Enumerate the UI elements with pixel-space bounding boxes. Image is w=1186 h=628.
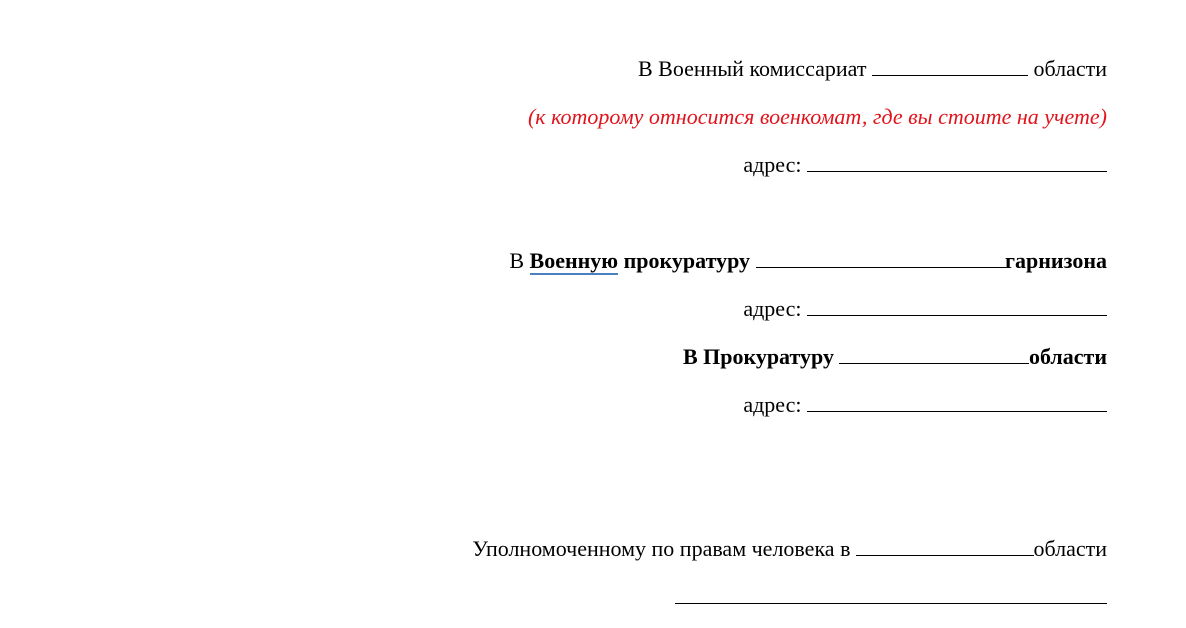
commissariat-region-blank[interactable] xyxy=(872,57,1028,76)
prosecutor-address-label: адрес: xyxy=(743,392,802,417)
ombudsman-line xyxy=(472,536,1107,562)
prosecutor-prefix: В Прокуратуру xyxy=(682,344,834,369)
prosecutor-address-blank[interactable] xyxy=(807,393,1107,412)
ombudsman-suffix: области xyxy=(1033,536,1107,561)
military-prosecutor-address-blank[interactable] xyxy=(807,297,1107,316)
commissariat-note-text: (к которому относится военкомат, где вы стоите на учете) xyxy=(527,104,1107,129)
military-prosecutor-address-line xyxy=(743,296,1107,322)
ombudsman-prefix: Уполномоченному по правам человека в xyxy=(472,536,851,561)
military-prosecutor-prefix: В xyxy=(509,248,525,273)
ombudsman-address-line xyxy=(675,584,1107,610)
commissariat-address-blank[interactable] xyxy=(807,153,1107,172)
military-prosecutor-line xyxy=(509,248,1107,274)
prosecutor-suffix: области xyxy=(1028,344,1107,369)
prosecutor-line xyxy=(683,344,1107,370)
ombudsman-region-blank[interactable] xyxy=(856,537,1034,556)
ombudsman-address-blank[interactable] xyxy=(675,585,1107,604)
commissariat-suffix: области xyxy=(1033,56,1107,81)
military-prosecutor-garrison-blank[interactable] xyxy=(756,249,1006,268)
military-prosecutor-middle: прокуратуру xyxy=(623,248,751,273)
commissariat-address-label: адрес: xyxy=(743,152,802,177)
military-prosecutor-word: Военную xyxy=(529,248,619,273)
prosecutor-region-blank[interactable] xyxy=(839,345,1029,364)
military-prosecutor-address-label: адрес: xyxy=(743,296,802,321)
commissariat-address-line xyxy=(743,152,1107,178)
commissariat-note xyxy=(528,104,1107,130)
commissariat-line xyxy=(638,56,1107,82)
military-prosecutor-suffix: гарнизона xyxy=(1005,248,1107,273)
prosecutor-address-line xyxy=(743,392,1107,418)
commissariat-prefix: В Военный комиссариат xyxy=(637,56,867,81)
